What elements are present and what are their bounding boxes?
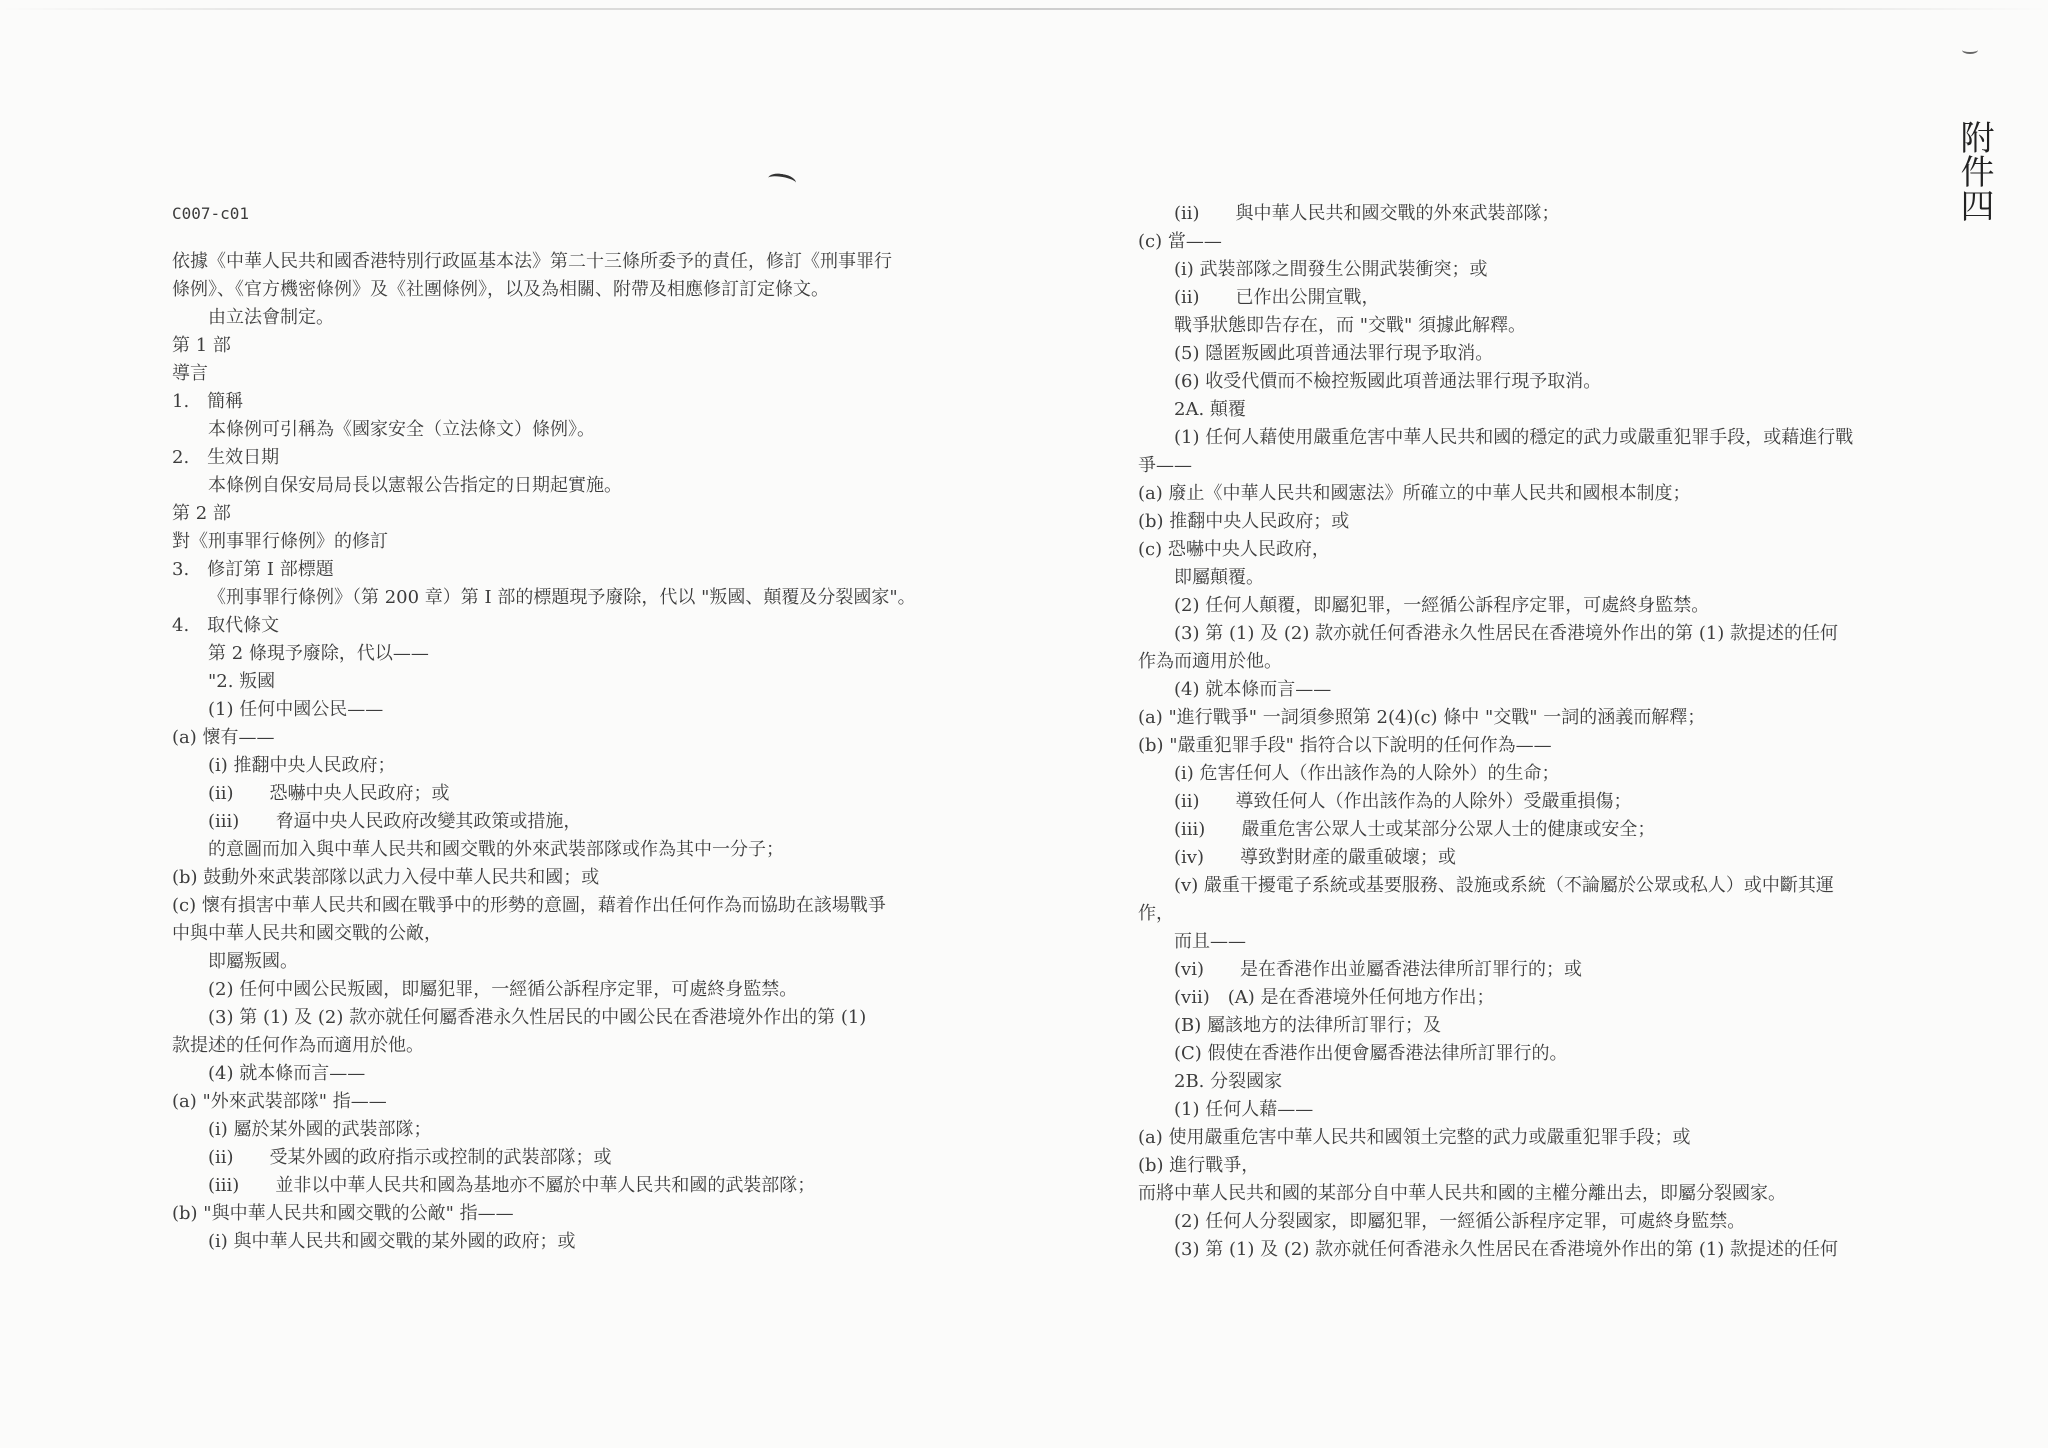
text-line: (3) 第 (1) 及 (2) 款亦就任何屬香港永久性居民的中國公民在香港境外作出的第 (1)	[208, 1007, 867, 1028]
left-column	[172, 200, 932, 1256]
text-line: 由立法會制定。	[208, 307, 334, 328]
text-line: 爭——	[1138, 455, 1192, 476]
text-line: 3. 修訂第 I 部標題	[172, 559, 334, 580]
left-text-block	[172, 248, 932, 1256]
text-line: 而且——	[1174, 931, 1246, 952]
text-line: (C) 假使在香港作出便會屬香港法律所訂罪行的。	[1174, 1043, 1568, 1064]
text-line: 作，	[1138, 903, 1174, 924]
document-code: C007-c01	[172, 204, 250, 223]
text-line: (4) 就本條而言——	[1174, 679, 1332, 700]
text-line: (ii) 已作出公開宣戰，	[1174, 287, 1380, 308]
text-line: 第 2 部	[172, 503, 231, 524]
text-line: (b) 進行戰爭，	[1138, 1155, 1260, 1176]
scan-top-edge	[0, 8, 2048, 10]
text-line: 導言	[172, 363, 208, 384]
text-line: 4. 取代條文	[172, 615, 280, 636]
text-line: 依據《中華人民共和國香港特別行政區基本法》第二十三條所委予的責任，修訂《刑事罪行	[172, 251, 892, 272]
text-line: 本條例自保安局局長以憲報公告指定的日期起實施。	[208, 475, 622, 496]
text-line: 作為而適用於他。	[1138, 651, 1282, 672]
text-line: (ii) 恐嚇中央人民政府；或	[208, 783, 450, 804]
text-line: (i) 武裝部隊之間發生公開武裝衝突；或	[1174, 259, 1488, 280]
text-line: 第 1 部	[172, 335, 231, 356]
text-line: 2. 生效日期	[172, 447, 280, 468]
text-line: (c) 當——	[1138, 231, 1222, 252]
text-line: (b) "嚴重犯罪手段" 指符合以下說明的任何作為——	[1138, 735, 1552, 756]
text-line: (b) 推翻中央人民政府；或	[1138, 511, 1350, 532]
text-line: 即屬叛國。	[208, 951, 298, 972]
text-line: 即屬顛覆。	[1174, 567, 1264, 588]
text-line: 《刑事罪行條例》（第 200 章）第 I 部的標題現予廢除，代以 "叛國、顛覆及分裂國家"。	[208, 587, 916, 608]
text-line: 2B. 分裂國家	[1174, 1071, 1283, 1092]
text-line: (c) 恐嚇中央人民政府，	[1138, 539, 1330, 560]
text-line: 本條例可引稱為《國家安全（立法條文）條例》。	[208, 419, 595, 440]
text-line: (b) "與中華人民共和國交戰的公敵" 指——	[172, 1203, 514, 1224]
text-line: (2) 任何中國公民叛國，即屬犯罪，一經循公訴程序定罪，可處終身監禁。	[208, 979, 798, 1000]
text-line: (a) 廢止《中華人民共和國憲法》所確立的中華人民共和國根本制度；	[1138, 483, 1691, 504]
text-line: (4) 就本條而言——	[208, 1063, 366, 1084]
annex-label: 附件四	[1954, 120, 1994, 222]
text-line: (1) 任何人藉使用嚴重危害中華人民共和國的穩定的武力或嚴重犯罪手段，或藉進行戰	[1174, 427, 1854, 448]
text-line: (c) 懷有損害中華人民共和國在戰爭中的形勢的意圖，藉着作出任何作為而協助在該場戰爭	[172, 895, 886, 916]
text-line: (ii) 與中華人民共和國交戰的外來武裝部隊；	[1174, 203, 1560, 224]
text-line: 第 2 條現予廢除，代以——	[208, 643, 429, 664]
text-line: 款提述的任何作為而適用於他。	[172, 1035, 424, 1056]
text-line: 而將中華人民共和國的某部分自中華人民共和國的主權分離出去，即屬分裂國家。	[1138, 1183, 1786, 1204]
text-line: (vii) (A) 是在香港境外任何地方作出；	[1174, 987, 1495, 1008]
scan-corner-mark	[1962, 46, 1978, 54]
text-line: (ii) 受某外國的政府指示或控制的武裝部隊；或	[208, 1147, 612, 1168]
text-line: (iii) 並非以中華人民共和國為基地亦不屬於中華人民共和國的武裝部隊；	[208, 1175, 816, 1196]
text-line: (iii) 嚴重危害公眾人士或某部分公眾人士的健康或安全；	[1174, 819, 1656, 840]
text-line: 對《刑事罪行條例》的修訂	[172, 531, 388, 552]
text-line: 的意圖而加入與中華人民共和國交戰的外來武裝部隊或作為其中一分子；	[208, 839, 784, 860]
text-line: (i) 屬於某外國的武裝部隊；	[208, 1119, 432, 1140]
text-line: (2) 任何人顛覆，即屬犯罪，一經循公訴程序定罪，可處終身監禁。	[1174, 595, 1710, 616]
scan-smudge-mark	[767, 172, 797, 190]
text-line: (3) 第 (1) 及 (2) 款亦就任何香港永久性居民在香港境外作出的第 (1) 款提述的任何	[1174, 1239, 1839, 1260]
text-line: (a) "進行戰爭" 一詞須參照第 2(4)(c) 條中 "交戰" 一詞的涵義而解釋；	[1138, 707, 1706, 728]
text-line: (b) 鼓動外來武裝部隊以武力入侵中華人民共和國；或	[172, 867, 600, 888]
right-text-block	[1138, 200, 1898, 1264]
text-line: 中與中華人民共和國交戰的公敵，	[172, 923, 442, 944]
text-line: (6) 收受代價而不檢控叛國此項普通法罪行現予取消。	[1174, 371, 1602, 392]
text-line: 1. 簡稱	[172, 391, 244, 412]
text-line: (B) 屬該地方的法律所訂罪行；及	[1174, 1015, 1441, 1036]
text-line: (iv) 導致對財產的嚴重破壞；或	[1174, 847, 1456, 868]
text-line: (a) "外來武裝部隊" 指——	[172, 1091, 387, 1112]
text-line: (2) 任何人分裂國家，即屬犯罪，一經循公訴程序定罪，可處終身監禁。	[1174, 1211, 1746, 1232]
text-line: (i) 危害任何人（作出該作為的人除外）的生命；	[1174, 763, 1560, 784]
right-column	[1138, 200, 1898, 1264]
text-line: (i) 與中華人民共和國交戰的某外國的政府；或	[208, 1231, 576, 1252]
text-line: (iii) 脅逼中央人民政府改變其政策或措施，	[208, 811, 582, 832]
text-line: 2A. 顛覆	[1174, 399, 1246, 420]
text-line: "2. 叛國	[208, 671, 276, 692]
text-line: 條例》、《官方機密條例》及《社團條例》，以及為相關、附帶及相應修訂訂定條文。	[172, 279, 829, 300]
text-line: (1) 任何中國公民——	[208, 699, 384, 720]
text-line: (vi) 是在香港作出並屬香港法律所訂罪行的；或	[1174, 959, 1582, 980]
text-line: 戰爭狀態即告存在，而 "交戰" 須據此解釋。	[1174, 315, 1527, 336]
text-line: (ii) 導致任何人（作出該作為的人除外）受嚴重損傷；	[1174, 791, 1632, 812]
text-line: (a) 使用嚴重危害中華人民共和國領土完整的武力或嚴重犯罪手段；或	[1138, 1127, 1691, 1148]
text-line: (5) 隱匿叛國此項普通法罪行現予取消。	[1174, 343, 1494, 364]
text-line: (1) 任何人藉——	[1174, 1099, 1314, 1120]
text-line: (v) 嚴重干擾電子系統或基要服務、設施或系統（不論屬於公眾或私人）或中斷其運	[1174, 875, 1834, 896]
text-line: (i) 推翻中央人民政府；	[208, 755, 396, 776]
text-line: (a) 懷有——	[172, 727, 275, 748]
text-line: (3) 第 (1) 及 (2) 款亦就任何香港永久性居民在香港境外作出的第 (1) 款提述的任何	[1174, 623, 1839, 644]
